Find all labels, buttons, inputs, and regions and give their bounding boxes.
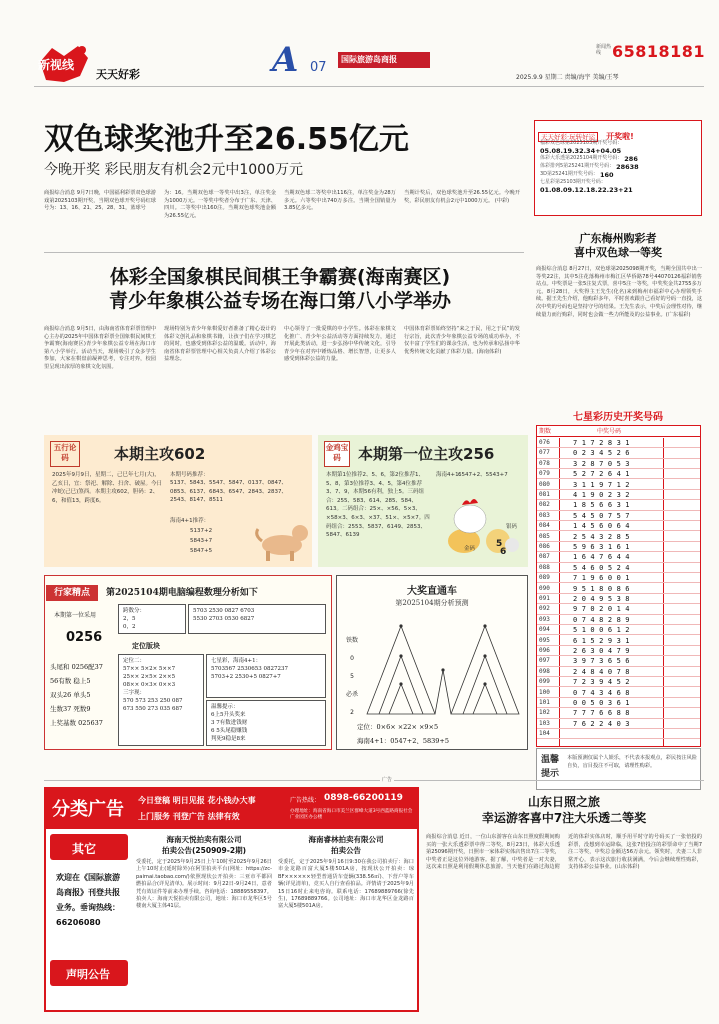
header — [0, 0, 719, 100]
history-period: 095 — [539, 636, 550, 644]
history-row — [537, 563, 700, 573]
auction-2-text: 受委托，定于2025年9月16日9:30在我公司拍卖厅：海口市金龙路百富大厦5楼501A房，按现状公开拍卖：琼BF××××××轻型普通货车壹辆(338.56㎡)、下营户等车辆(详见清单)，竞买人自行查看拍品。详情请于2025年9月15日16时止来电咨询。联系电话：17689889766(徐先生)，17689889766。公司地址：海口市龙华区金龙路百富大厦5楼501A房。 — [278, 859, 414, 910]
history-numbers: 2543285 — [573, 532, 635, 541]
guangdong-headline-line-1: 广东梅州购彩者 — [579, 232, 657, 245]
analysis-title: 第2025104期电脑编程数理分析如下 — [106, 588, 258, 598]
history-period: 103 — [539, 719, 550, 727]
history-period: 084 — [539, 522, 550, 530]
history-numbers: 2049538 — [573, 595, 635, 603]
history-period: 097 — [539, 657, 550, 665]
history-title: 七星彩历史开奖号码 — [573, 412, 663, 423]
guangdong-body: 商报综合消息 8月27日，双色球第2025098期开奖，当期全国共中出一等奖22注，其中5注花落梅州市梅江区华侨路78号44070126福彩销售站点。中奖票是一张5注复式票，喜中5注一等奖，中奖奖金共2755多万元。8月28日，大奖得主王先生(化名)来到梅州市福彩中心办理领奖手续。据王先生介绍，他购彩多年，平时喜欢跟自己看好的号码一直投，这次中奖的号码也是坚持守号的结果。王先生表示，中奖后会理性对待，继续量力而行购彩，同时也会做一些力所能及的公益事业。(广东福彩) — [536, 266, 703, 318]
chess-headline-line-2: 青少年象棋公益专场在海口第八小学举办 — [108, 290, 451, 312]
draw-results-title-text: 天天好彩·玩转好运 — [538, 132, 598, 142]
history-row — [537, 708, 700, 718]
draw-result-item: 福彩双色球第2025103期开奖号码： 05.08.19.32.34+04.05 — [540, 140, 623, 155]
history-row — [537, 729, 700, 739]
logo-text: 新视线 — [38, 58, 75, 72]
ad-category-notice-label: 声明公告 — [66, 968, 110, 981]
golden-rooster-box — [318, 435, 528, 567]
draw-results-list — [540, 140, 698, 194]
triangle-title: 大奖直通车 — [407, 586, 457, 597]
history-period: 102 — [539, 709, 550, 717]
shandong-headline — [424, 794, 704, 826]
auction-notice-2 — [278, 834, 414, 1009]
analysis-cell-fixed-b: 七星彩，海南4+1： 5703567 2530653 0827237 5703+2 2530+5 0827+7 — [206, 654, 326, 698]
history-period: 094 — [539, 626, 550, 634]
history-numbers: 1456064 — [573, 522, 635, 531]
history-numbers: 5100612 — [573, 626, 635, 635]
wuxing-sec-2: 5843+7 — [190, 538, 213, 544]
history-period: 092 — [539, 605, 550, 613]
wuxing-badge: 五行论码 — [50, 441, 80, 467]
history-numbers: 7239452 — [573, 678, 635, 687]
triangle-diagram — [361, 610, 525, 720]
history-row — [537, 698, 700, 708]
rooster-sec: 6547+2、5543+7 — [458, 472, 508, 478]
triangle-side-label: 5 — [350, 673, 354, 680]
analysis-tag: 行家精点 — [46, 585, 98, 601]
triangle-panel — [336, 575, 528, 750]
draw-result-item: 体彩排列5第25241期开奖号码： 28638 — [540, 163, 639, 171]
history-row — [537, 677, 700, 687]
history-numbers: 2484078 — [573, 667, 635, 676]
analysis-left-row: 生数37 死数9 — [50, 705, 91, 713]
auction-1-title: 拍卖公告(250909-2期) — [162, 846, 246, 855]
ad-category-notice — [50, 960, 128, 986]
history-row — [537, 584, 700, 594]
history-numbers: 7172831 — [573, 439, 635, 447]
history-head-numbers: 中奖号码 — [597, 428, 622, 435]
triangle-side-label: 0 — [350, 655, 354, 662]
history-numbers: 5460524 — [573, 563, 635, 572]
history-row — [537, 615, 700, 625]
analysis-cell-span: 跨数分： 2，5 0，2 — [118, 604, 186, 634]
history-row — [537, 448, 700, 458]
history-numbers: 0234526 — [573, 449, 635, 458]
wuxing-picks: 5137、5843、5547、5847、0137、0847、0853、6137、6843、6547、2843、2837、2543、8147、8511 — [170, 480, 287, 504]
history-period: 085 — [539, 532, 550, 540]
page-letter: A — [272, 40, 299, 80]
history-row — [537, 636, 700, 646]
rooster-label-gold: 金码 — [464, 546, 476, 552]
triangle-bottom-1: 定位：0×6× ×22× ×9×5 — [357, 723, 439, 731]
wuxing-box — [44, 435, 312, 567]
history-period: 090 — [539, 584, 550, 592]
draw-result-item: 3D第25241期开奖号码： 160 — [540, 171, 614, 179]
history-period: 086 — [539, 543, 550, 550]
guangdong-headline-line-2: 喜中双色球一等奖 — [574, 246, 662, 259]
fixed-section-title: 定位版块 — [132, 642, 160, 650]
history-period: 091 — [539, 595, 550, 602]
history-period: 081 — [539, 491, 550, 498]
history-row — [537, 573, 700, 583]
ad-category-other — [50, 834, 128, 860]
triangle-subtitle: 第2025104期分析预测 — [395, 599, 469, 607]
chess-body — [44, 326, 524, 426]
history-row — [537, 646, 700, 656]
rooster-num-silver: 5 — [496, 539, 503, 549]
history-period: 104 — [539, 730, 550, 738]
history-numbers: 7196001 — [573, 574, 635, 583]
history-row — [537, 490, 700, 500]
analysis-left-rows — [50, 660, 110, 730]
history-numbers: 3287053 — [573, 459, 635, 468]
draw-results-badge: 开奖啦! — [606, 132, 634, 141]
triangle-side-label: 铁数 — [345, 637, 358, 644]
classified-hotline-label: 广告热线： — [290, 797, 321, 804]
ad-welcome: 欢迎在《国际旅游岛商报》刊登共报业务。垂询热线：66206080 — [56, 873, 120, 927]
analysis-left-row: 双头26 单头5 — [50, 691, 91, 699]
chess-col-1: 商报综合消息 9月5日，由海南省体育彩票管理中心主办的2025年中国体育彩票全国象棋民间棋王争霸赛(海南赛区)青少年象棋公益专场在海口市第八小学举行。活动当天，现场吸引了众多学生参加，大家在棋盘前凝神思考，专注对弈，校园里呈现出浓厚的象棋文化氛围。 — [44, 326, 157, 370]
history-numbers: 5450757 — [573, 511, 635, 520]
history-row — [537, 542, 700, 552]
history-numbers: 3973656 — [573, 657, 635, 666]
dog-illustration-icon — [252, 515, 310, 563]
rooster-badge: 金鸡宝码 — [324, 441, 350, 467]
lead-divider — [44, 252, 524, 253]
lead-subhead: 今晚开奖 彩民朋友有机会2元中1000万元 — [44, 162, 303, 178]
lead-col-3: 当期双色球二等奖中出116注，单注奖金为28万多元。六等奖中出740万多注。当期全国销量为3.85亿多元。 — [284, 190, 396, 212]
tip-box — [536, 748, 701, 790]
guangdong-headline — [534, 232, 702, 260]
rooster-num-gold: 6 — [500, 547, 507, 557]
history-row — [537, 459, 700, 469]
classified-banner-title: 分类广告 — [52, 799, 124, 820]
history-numbers: 0748289 — [573, 615, 635, 624]
classified-hotline: 0898-66200119 — [324, 793, 403, 803]
history-period: 076 — [539, 439, 550, 446]
history-numbers: 9702014 — [573, 605, 635, 614]
page-number: 07 — [310, 60, 327, 75]
wuxing-sec-3: 5847+5 — [190, 548, 213, 554]
date-line: 2025.9.9 星期二 责编/海宇 美编/王琴 — [516, 74, 619, 81]
triangle-side-labels — [345, 632, 359, 722]
history-period: 079 — [539, 470, 550, 478]
history-row — [537, 511, 700, 521]
auction-1-text: 受委托，定于2025年9月25日上午10时至2025年9月26日上午10时止(延时除外)在阿里拍卖平台(网址：https://zc-paimai.taobao.com/)依照现状公开拍卖：三亚市平都回燃拍品合(详见清单)。展示时间：9月22日-9月24日，意者凭有效证件等前来办理手续。咨询电话：18889558397。拍卖人：海南天悦拍卖有限公司，地址：海口市龙华区5号楼南大厦主体41层。 — [136, 859, 272, 910]
classified-banner-line-1: 今日登稿 明日见报 花小钱办大事 — [138, 796, 256, 805]
lead-headline: 双色球奖池升至26.55亿元 — [44, 122, 409, 157]
auction-notice-1 — [136, 834, 272, 1009]
history-row — [537, 667, 700, 677]
history-row — [537, 688, 700, 698]
history-period: 082 — [539, 501, 550, 509]
history-row — [537, 521, 700, 531]
wuxing-title: 本期主攻602 — [114, 445, 206, 463]
history-period: 096 — [539, 647, 550, 654]
hotline-number: 65818181 — [612, 42, 706, 61]
history-numbers: 2630479 — [573, 647, 635, 655]
history-period: 078 — [539, 459, 550, 467]
chess-col-4: 中国体育彩票始终坚持“来之于民，用之于民”的发行宗旨，此次青少年象棋公益专场的成功举办，不仅丰富了学生们的课余生活，也为传承和弘扬中华优秀传统文化贡献了体彩力量。(海南体彩) — [404, 326, 520, 355]
history-row — [537, 625, 700, 635]
history-row — [537, 480, 700, 490]
auction-2-title: 拍卖公告 — [331, 846, 361, 855]
ad-category-other-label: 其它 — [72, 842, 97, 856]
history-period: 100 — [539, 688, 550, 696]
triangle-bottom-2: 海南4+1：0547+2、5839+5 — [357, 737, 449, 745]
shandong-headline-line-2: 幸运游客喜中7注大乐透二等奖 — [481, 811, 647, 825]
header-divider — [34, 86, 704, 87]
history-period: 077 — [539, 449, 550, 457]
hotline-label: 新闻热线 — [596, 44, 612, 56]
wuxing-picks-title: 本期号码推荐： — [170, 472, 209, 478]
analysis-left-row: 头尾和 0256配37 — [50, 663, 103, 671]
tip-text: 本版预测仅属个人娱乐，不代表本报观点，彩民按注风险自负，盲目投注不可取，请理性购彩。 — [567, 755, 697, 769]
chess-col-2: 现场特别为青少年象棋爱好者准备了精心设计的体彩文创礼品和象棋书籍，让孩子们在学习棋艺的同时，也感受到体彩公益的温暖。活动中，海南省体育彩票管理中心相关负责人介绍了体彩公益理念。 — [164, 326, 276, 363]
history-numbers: 9518086 — [573, 584, 635, 593]
analysis-first-value: 0256 — [66, 630, 103, 645]
ad-divider-label: 广告 — [382, 777, 393, 783]
history-row — [537, 469, 700, 479]
chess-col-3: 中心领导了一批爱棋的中小学生。体彩在象棋文化推广、青少年公益活动等方面持续发力，通过开展此类活动，进一步弘扬中华传统文化，引导青少年在对弈中锤炼品格、增长智慧，让更多人感受到体彩公益的力量。 — [284, 326, 396, 363]
wuxing-text: 2025年9月9日，星期二，己巳年七月(大)，乙亥日，宜：祭祀、解除、扫舍、破屋。今日冲蛇(己巳)煞西。本期主攻602，胆码：2、6，和值13，跨度6。 — [52, 472, 163, 504]
history-row — [537, 594, 700, 604]
analysis-cell-codes: 5703 2530 0827 6703 5530 2703 0530 6827 — [188, 604, 326, 634]
history-row — [537, 438, 700, 448]
history-row — [537, 604, 700, 614]
history-numbers: 3119712 — [573, 480, 635, 489]
paper-name: 国际旅游岛商报 — [338, 52, 430, 68]
analysis-left-row: 56有数 稳上5 — [50, 677, 91, 685]
ad-divider — [44, 780, 704, 781]
history-period: 089 — [539, 574, 550, 582]
history-numbers: 0743468 — [573, 688, 635, 697]
auction-1-company: 海南天悦拍卖有限公司 — [166, 835, 242, 844]
rooster-label-silver: 银码 — [506, 524, 518, 530]
history-period: 101 — [539, 699, 550, 706]
history-numbers: 1856631 — [573, 501, 635, 510]
history-head-period: 期数 — [539, 428, 552, 435]
history-period: 099 — [539, 678, 550, 686]
rooster-text: 本期第1位推荐2、5、6，第2位推荐1、5、8，第3位推荐3、4、5，第4位推荐3、7、9，本期56有利，独上5。三码组合：255、583、614、285、584、613。二码组合：25×、×56、5×3、×58×3、6×3、×37、51×、×5×7。四码组合：2553、5837、6149、2853、5847、6139 — [326, 472, 430, 539]
wuxing-sec-1: 5137+2 — [190, 528, 213, 534]
history-row — [537, 719, 700, 729]
history-numbers: 0050361 — [573, 699, 635, 707]
lead-col-1: 商报综合消息 9月7日晚，中国福利彩票双色球游戏第2025103期开奖，当期双色球开奖号码红球号为：13、16、21、25、28、31，蓝球号 — [44, 190, 157, 212]
triangle-side-label: 必杀 — [345, 691, 358, 698]
analysis-first-label: 本期第一位采用 — [54, 612, 97, 619]
classified-banner — [46, 789, 417, 829]
analysis-left-row: 上奖基数 025637 — [50, 719, 103, 727]
history-table — [536, 425, 701, 747]
wuxing-sec-title: 海南4+1推荐： — [170, 518, 210, 524]
auction-2-company: 海南睿林拍卖有限公司 — [308, 835, 384, 844]
history-period: 093 — [539, 615, 550, 623]
section-slogan: 天天好彩 — [96, 68, 140, 81]
draw-result-item: 七星彩第25103期开奖号码： 01.08.09.12.18.22.23+21 — [540, 179, 633, 194]
history-row — [537, 552, 700, 562]
history-numbers: 7776688 — [573, 709, 635, 718]
draw-results-title — [538, 124, 698, 141]
chess-headline — [40, 265, 520, 313]
rooster-title: 本期第一位主攻256 — [358, 445, 495, 463]
lead-col-4: 当期计奖后，双色球奖池升至26.55亿元。今晚开奖，彩民朋友有机会2元中1000万元。 (中彩) — [404, 190, 520, 204]
draw-result-item: 体彩大乐透第2025104期开奖号码： 286 — [540, 155, 638, 163]
shandong-headline-line-1: 山东日照之旅 — [527, 795, 600, 809]
rooster-sec-title: 海南4+1： — [436, 472, 465, 478]
history-period: 080 — [539, 480, 550, 488]
analysis-cell-fixed-a: 定位二： 57×× 5×2× 5××7 25×× 2×5× 2××5 08×× 0×3× 0××3 三字现： 570 573 253 250 087 673 550 273 035 687 — [118, 654, 204, 746]
history-numbers: 5272641 — [573, 470, 635, 479]
history-period: 088 — [539, 563, 550, 571]
history-numbers: 5963161 — [573, 543, 635, 551]
triangle-side-label: 2 — [350, 709, 354, 716]
tip-label: 温馨提示 — [541, 755, 560, 779]
history-head — [537, 426, 700, 437]
analysis-cell-fixed-c: 温馨提示： 6上5升头奖来 3 7有数进钱财 6 5头尾稳赚钱 判死9稳是8来 — [206, 700, 326, 746]
history-numbers: 6152931 — [573, 636, 635, 645]
history-numbers: 7622403 — [573, 719, 635, 728]
history-numbers: 1647644 — [573, 553, 635, 562]
classified-banner-line-2: 上门服务 刊登广告 法律有效 — [138, 812, 240, 821]
history-row — [537, 500, 700, 510]
shandong-body: 商报综合消息 近日，一位山东游客在山东日照度假期间购买的一张大乐透彩票中得二等奖。8月23日，体彩大乐透第25096期开奖，日照市一家体彩实体店售出7注二等奖，中奖者正是这位外地游客。据了解，中奖者是一对夫妻，这次来日照是利用假期休息旅游。当天他们在路过海边附近的体彩实体店时，顺手用平时守的号码买了一张倍投的彩票，没想到幸运降临，这张7倍投注的彩票命中了当期7注二等奖，中奖总金额达56万余元。领奖时，夫妻二人非常开心，表示这次旅行收获满满，今后会继续理性购彩，支持体彩公益事业。(山东体彩) — [426, 834, 702, 871]
classified-address: 办理地址：海南省海口市美兰区群峰大道3号西蓝路商报社会广业园区办公楼 — [290, 809, 413, 820]
lead-body — [44, 190, 524, 250]
history-row — [537, 532, 700, 542]
history-period: 087 — [539, 553, 550, 561]
history-row — [537, 656, 700, 666]
chess-headline-line-1: 体彩全国象棋民间棋王争霸赛(海南赛区) — [109, 266, 451, 288]
history-period: 098 — [539, 667, 550, 675]
history-numbers: 4190232 — [573, 491, 635, 499]
lead-col-2: 为：16。当期双色球一等奖中出3注，单注奖金为1000万元。一等奖中奖者分布于广东、天津、四川。二等奖中出160注。当期双色球奖池金额为26.55亿元。 — [164, 190, 276, 219]
history-period: 083 — [539, 511, 550, 519]
